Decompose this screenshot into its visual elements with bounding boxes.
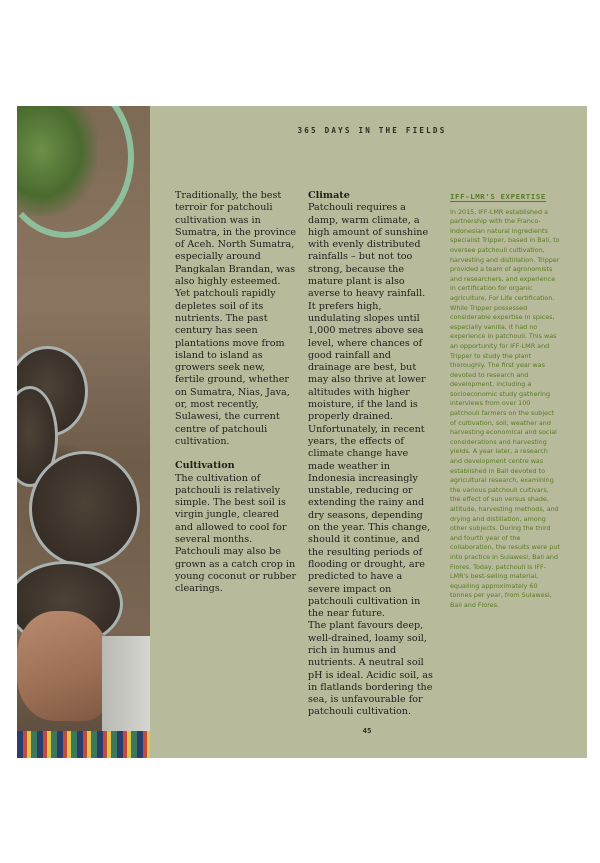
cultivation-paragraph: The cultivation of patchouli is relatively simple. The best soil is virgin jungle, cleared and allowed to cool for several months. Patchouli may also be grown as a catch crop in young coconut or rubber clearings.: [175, 472, 297, 595]
expertise-sidebar: [450, 192, 560, 611]
patchouli-seedlings-photo: [17, 106, 150, 758]
sidebar-paragraph-two: While Tripper possessed considerable expertise in spices, especially vanilla, it had no experience in patchouli. This was an opportunity for IFF-LMR and Tripper to study the plant thoroughly. The first year was devoted to research and development, including a socioeconomic study gathering interviews from over 100 patchouli farmers on the subject of cultivation, soil, weather and harvesting economical and social considerations and harvesting yields. A year later, a research and development centre was established in Bali devoted to agricultural research, examining the various patchouli cultivars, the effect of sun versus shade, altitude, harvesting methods, and drying and distillation, among other subjects. During the third and fourth year of the collaboration, the results were put into practice in Sulawesi, Bali and Flores. Today, patchouli is IFF-LMR's best-selling material, equalling approximately 60 tonnes per year, from Sulawesi, Bali and Flores.: [450, 303, 560, 609]
green-bowl-shape: [17, 106, 134, 238]
sleeve-shape: [102, 636, 150, 731]
running-title: 365 DAYS IN THE FIELDS: [297, 126, 447, 135]
climate-paragraph: Patchouli requires a damp, warm climate, a high amount of sunshine with evenly distributed rainfalls – but not too strong, because the mature plant is also averse to heavy rainfall. It prefers high, undulating slopes until 1,000 metres above sea level, where chances of good rainfall and drainage are best, but may also thrive at lower altitudes with higher moisture, if the land is properly drained. Unfortunately, in recent years, the effects of climate change have made weather in Indonesia increasingly unstable, reducing or extending the rainy and dry seasons, depending on the year. This change, should it continue, and the resulting periods of flooding or drought, are predicted to have a severe impact on patchouli cultivation in the near future.: [308, 202, 431, 620]
intro-paragraph: Traditionally, the best terroir for patchouli cultivation was in Sumatra, in the province of Aceh. North Sumatra, especially around Pangkalan Brandan, was also highly esteemed. Yet patchouli rapidly depletes soil of its nutrients. The past century has seen plantations move from island to island as growers seek new, fertile ground, whether on Sumatra, Nias, Java, or, most recently, Sulawesi, the current centre of patchouli cultivation.: [175, 190, 297, 447]
page-number: 45: [362, 726, 372, 735]
body-column-two: [308, 190, 434, 719]
patterned-cloth: [17, 731, 150, 758]
cultivation-heading: Cultivation: [175, 460, 235, 472]
climate-heading: Climate: [308, 190, 350, 201]
magazine-page: [17, 106, 587, 758]
sidebar-paragraph-one: In 2015, IFF-LMR established a partnership with the Franco-Indonesian natural ingredients specialist Tripper, based in Bali, to oversee patchouli cultivation, harvesting and distillation. Tripper provided a team of agronomists and researchers, and experience in certification for organic agriculture, For Life certification.: [450, 207, 560, 302]
soil-pot: [29, 451, 140, 567]
body-column-one: [175, 190, 297, 596]
soil-paragraph: The plant favours deep, well-drained, loamy soil, rich in humus and nutrients. A neutral soil pH is ideal. Acidic soil, as in flatlands bordering the sea, is unfavourable for patchouli cultivation.: [308, 620, 433, 718]
hand-shape: [17, 611, 112, 721]
sidebar-heading: IFF-LMR'S EXPERTISE: [450, 192, 546, 201]
